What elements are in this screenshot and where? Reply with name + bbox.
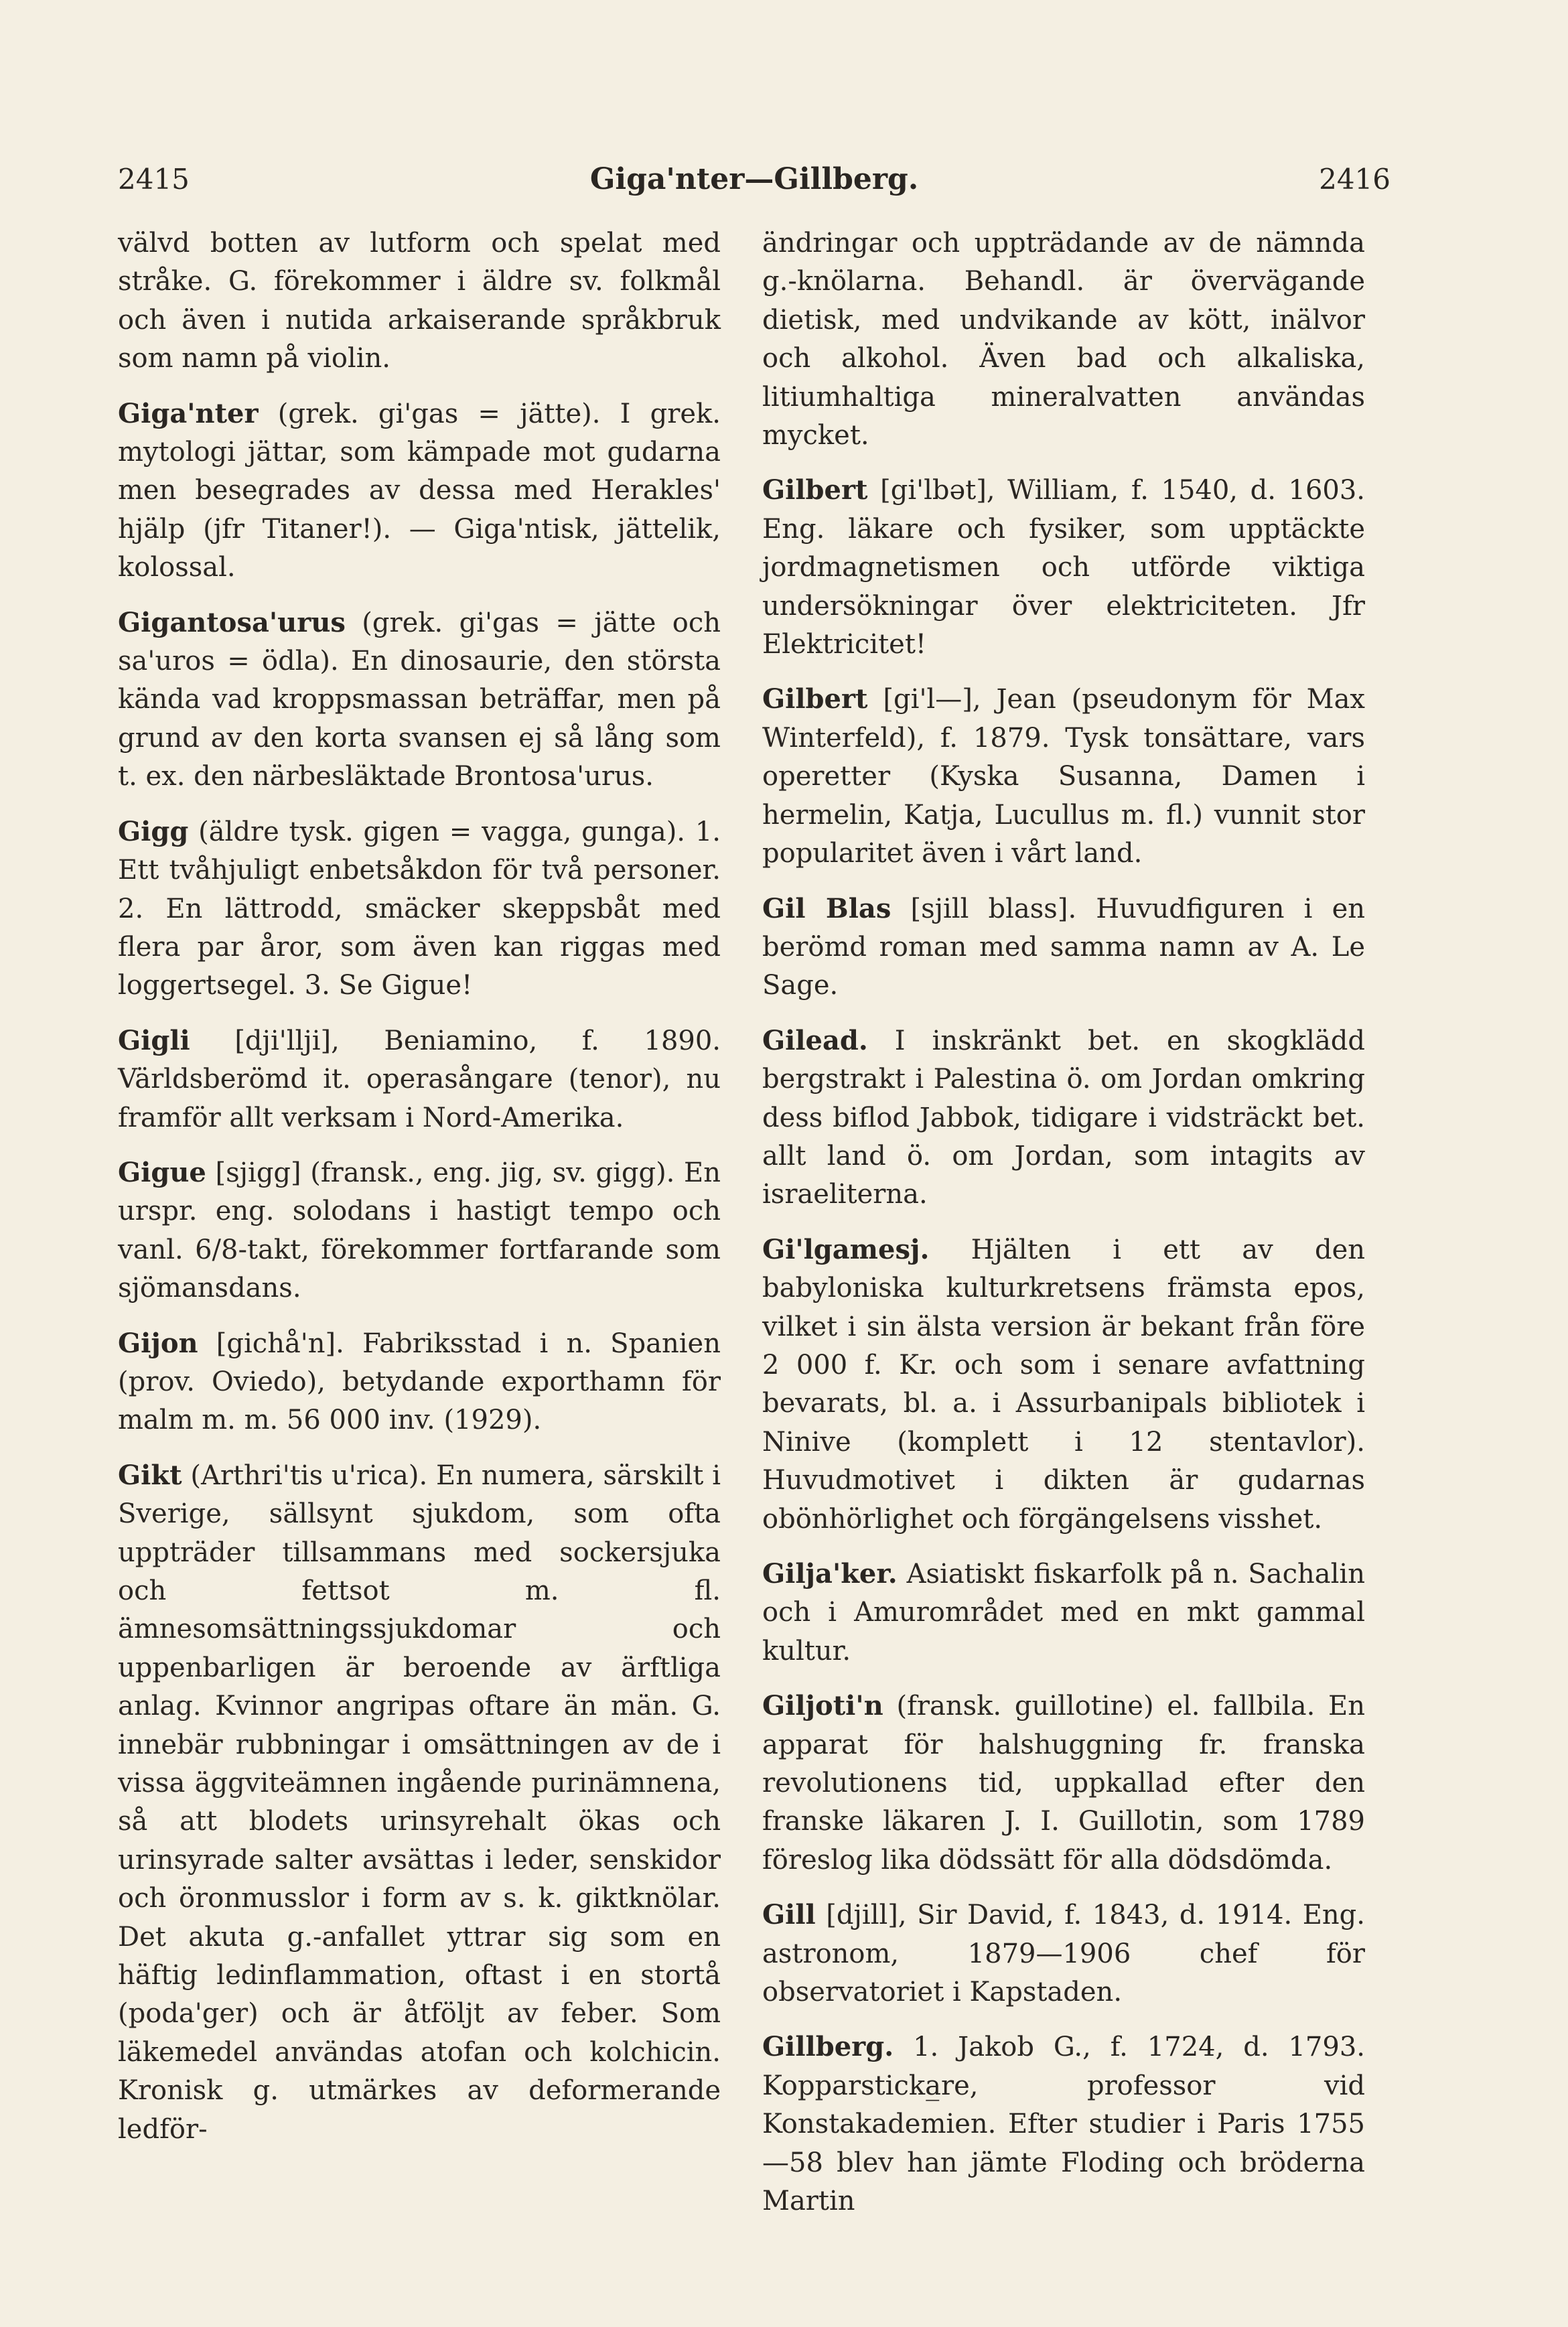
- headword: Gill: [762, 1899, 816, 1931]
- headword: Gilbert: [762, 474, 868, 506]
- entry: Gilbert [gi'lbət], William, f. 1540, d. 1603. Eng. läkare och fysiker, som upptäckte jordmagnetismen och utförde viktiga undersökningar över elektriciteten. Jfr Elektricitet!: [762, 474, 1365, 660]
- entry: Gikt (Arthri'tis u'rica). En numera, särskilt i Sverige, sällsynt sjukdom, som ofta uppträder tillsammans med sockersjuka och fettsot m. fl. ämnesomsättningssjukdomar och uppenbarligen är beroende av ärftliga anlag. Kvinnor angripas oftare än män. G. innebär rubbningar i omsättningen av de i vissa äggviteämnen ingående purinämnena, så att blodets urinsyrehalt ökas och urinsyrade salter avsättas i leder, senskidor och öronmusslor i form av s. k. giktknölar. Det akuta g.-anfallet yttrar sig som en häftig ledinflammation, oftast i en stortå (poda'ger) och är åtföljt av feber. Som läkemedel användas atofan och kolchicin. Kronisk g. utmärkes av deformerande ledför-: [118, 1459, 721, 2145]
- entry: Gil Blas [sjill blass]. Huvudfiguren i en berömd roman med samma namn av A. Le Sage.: [762, 892, 1365, 1001]
- right-column: [762, 224, 1365, 2237]
- headword: Gilead.: [762, 1024, 868, 1056]
- headword: Giljoti'n: [762, 1690, 883, 1722]
- headword: Gigli: [118, 1024, 190, 1056]
- headword: Gigantosa'urus: [118, 606, 346, 638]
- entry: ändringar och uppträdande av de nämnda g.-knölarna. Behandl. är övervägande dietisk, med undvikande av kött, inälvor och alkohol. Även bad och alkaliska, litiumhaltiga mineralvatten användas mycket.: [762, 228, 1365, 451]
- entry: Gigue [sjigg] (fransk., eng. jig, sv. gigg). En urspr. eng. solodans i hastigt tempo och vanl. 6/8-takt, förekommer fortfarande som sjömansdans.: [118, 1156, 721, 1304]
- headword: Gil Blas: [762, 892, 892, 924]
- headword: Gigg: [118, 815, 189, 847]
- headword: Gillberg.: [762, 2031, 894, 2063]
- headword: Gijon: [118, 1327, 198, 1359]
- headword: Gi'lgamesj.: [762, 1233, 930, 1265]
- page-number-left: 2415: [118, 163, 190, 196]
- entry: Gi'lgamesj. Hjälten i ett av den babyloniska kulturkretsens främsta epos, vilket i sin älsta version är bekant från före 2 000 f. Kr. och som i senare avfattning bevarats, bl. a. i Assurbanipals bibliotek i Ninive (komplett i 12 stentavlor). Huvudmotivet i dikten är gudarnas obönhörlighet och förgängelsens visshet.: [762, 1233, 1365, 1535]
- entry: Gigli [dji'llji], Beniamino, f. 1890. Världsberömd it. operasångare (tenor), nu framför allt verksam i Nord-Amerika.: [118, 1024, 721, 1133]
- headword: Gilbert: [762, 683, 868, 715]
- entry: Gilja'ker. Asiatiskt fiskarfolk på n. Sachalin och i Amurområdet med en mkt gammal kultur.: [762, 1558, 1365, 1667]
- page-number-right: 2416: [1319, 163, 1391, 196]
- running-title: Giga'nter—Gillberg.: [589, 162, 919, 196]
- headword: Gilja'ker.: [762, 1558, 898, 1590]
- entry: Gilbert [gi'l—], Jean (pseudonym för Max Winterfeld), f. 1879. Tysk tonsättare, vars operetter (Kyska Susanna, Damen i hermelin, Katja, Lucullus m. fl.) vunnit stor popularitet även i vårt land.: [762, 683, 1365, 869]
- entry: Giga'nter (grek. gi'gas = jätte). I grek. mytologi jättar, som kämpade mot gudarna men besegrades av dessa med Herakles' hjälp (jfr Titaner!). — Giga'ntisk, jättelik, kolossal.: [118, 397, 721, 583]
- entry: Gill [djill], Sir David, f. 1843, d. 1914. Eng. astronom, 1879—1906 chef för observatoriet i Kapstaden.: [762, 1899, 1365, 2008]
- entry: Gigg (äldre tysk. gigen = vagga, gunga). 1. Ett tvåhjuligt enbetsåkdon för två personer. 2. En lättrodd, smäcker skeppsbåt med flera par åror, som även kan riggas med loggertsegel. 3. Se Gigue!: [118, 815, 721, 1001]
- left-column: [118, 224, 721, 2165]
- page-header: [118, 159, 1391, 200]
- entry: Giljoti'n (fransk. guillotine) el. fallbila. En apparat för halshuggning fr. franska revolutionens tid, uppkallad efter den franske läkaren J. I. Guillotin, som 1789 föreslog lika dödssätt för alla dödsdömda.: [762, 1690, 1365, 1876]
- entry: Gillberg. 1. Jakob G., f. 1724, d. 1793. Kopparsticka̲re, professor vid Konstakademien. Efter studier i Paris 1755—58 blev han jämte Floding och bröderna Martin: [762, 2031, 1365, 2217]
- headword: Gikt: [118, 1459, 182, 1491]
- headword: Giga'nter: [118, 397, 259, 429]
- headword: Gigue: [118, 1156, 206, 1188]
- entry: Gilead. I inskränkt bet. en skogklädd bergstrakt i Palestina ö. om Jordan omkring dess biflod Jabbok, tidigare i vidsträckt bet. allt land ö. om Jordan, som intagits av israeliterna.: [762, 1024, 1365, 1210]
- entry: Gijon [gichå'n]. Fabriksstad i n. Spanien (prov. Oviedo), betydande exporthamn för malm m. m. 56 000 inv. (1929).: [118, 1327, 721, 1436]
- entry: Gigantosa'urus (grek. gi'gas = jätte och sa'uros = ödla). En dinosaurie, den största kända vad kroppsmassan beträffar, men på grund av den korta svansen ej så lång som t. ex. den närbesläktade Brontosa'urus.: [118, 606, 721, 792]
- entry: välvd botten av lutform och spelat med stråke. G. förekommer i äldre sv. folkmål och även i nutida arkaiserande språkbruk som namn på violin.: [118, 228, 721, 374]
